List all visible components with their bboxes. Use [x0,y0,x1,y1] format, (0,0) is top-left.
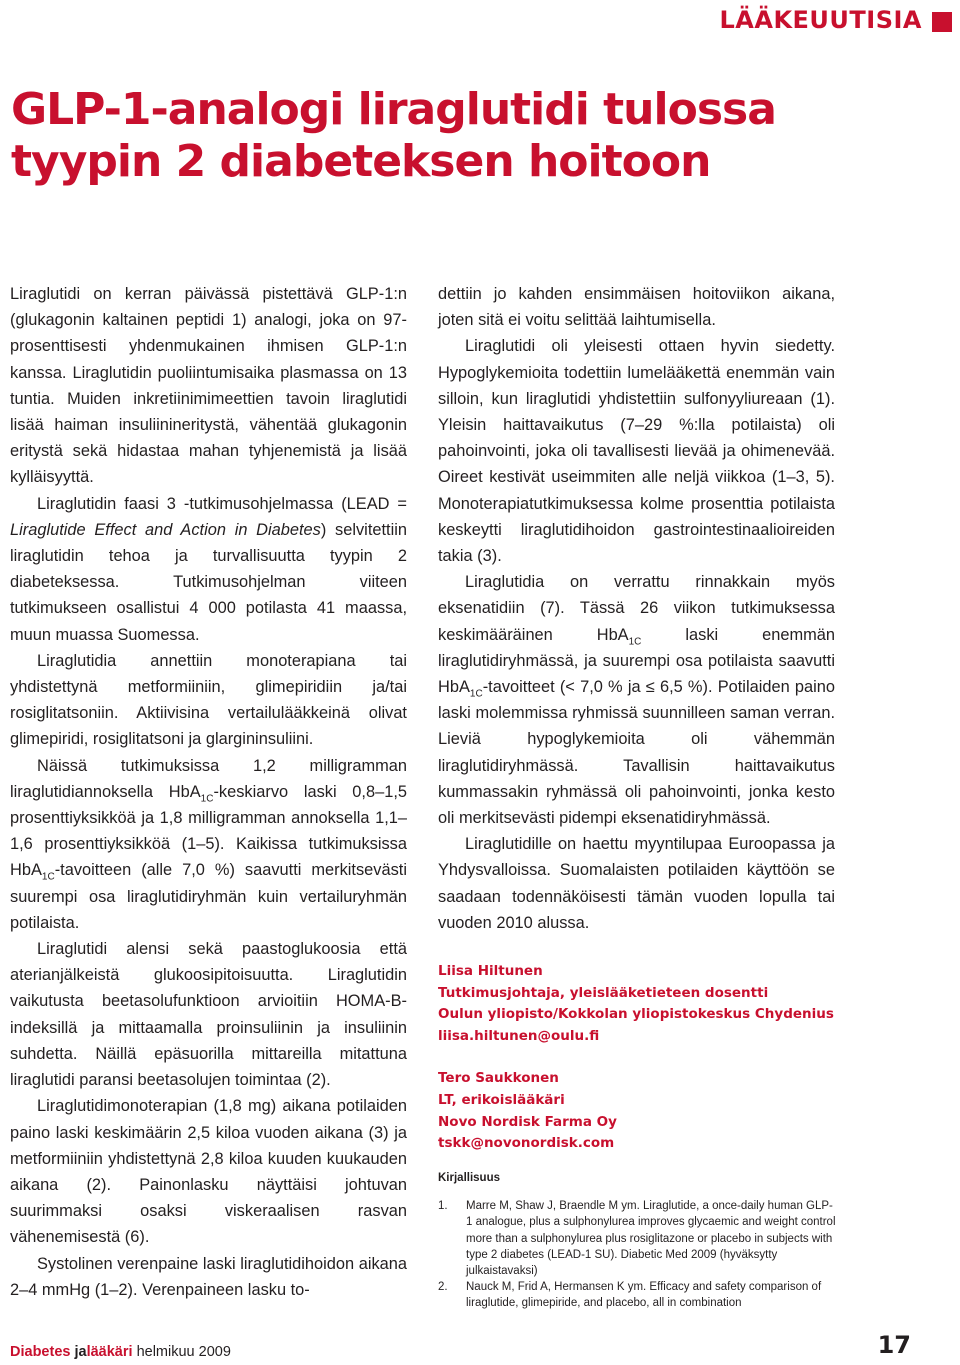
paragraph: Systolinen verenpaine laski liraglutidihoidon aikana 2–4 mmHg (1–2). Verenpaineen lasku to- [10,1254,407,1299]
author-title: LT, erikoislääkäri [438,1091,565,1108]
body-column-left [10,281,407,1303]
magazine-name-part: Diabetes [10,1344,71,1360]
paragraph: Liraglutidin faasi 3 -tutkimusohjelmassa (LEAD = Liraglutide Effect and Action in Diabetes) selvitettiin liraglutidin tehoa ja turvallisuutta tyypin 2 diabeteksessa. Tutkimusohjelman viiteen tutkimukseen osallistui 4 000 potilasta 41 maassa, muun muassa Suomessa. [10,494,407,644]
paragraph: Näissä tutkimuksissa 1,2 milligramman liraglutidiannoksella HbA$_{1C}$-keskiarvo laski 0,8–1,5 prosenttiyksikköä ja 1,8 milligramman annoksella 1,1–1,6 prosenttiyksikköä (1–5). Kaikissa tutkimuksissa HbA$_{1C}$-tavoitteen (alle 7,0 %) saavutti merkitsevästi suurempi osa liraglutidiryhmän kuin vertailuryhmän potilaista. [10,756,407,932]
references-heading: Kirjallisuus [438,1172,500,1184]
references [438,1170,838,1312]
reference-text: Nauck M, Frid A, Hermansen K ym. Efficacy and safety comparison of liraglutide, glimepiride, and placebo, all in combination [466,1281,822,1310]
article-title [11,84,911,188]
author-title: Tutkimusjohtaja, yleislääketieteen dosentti [438,984,769,1001]
magazine-name-part: lääkäri [86,1344,133,1360]
title-line-1: GLP-1-analogi liraglutidi tulossa [11,84,776,135]
section-marker-square [932,12,952,32]
reference-text: Marre M, Shaw J, Braendle M ym. Liraglutide, a once-daily human GLP-1 analogue, plus a sulphonylurea improves glycaemic and weight control more than a sulphonylurea plus rosiglitazone or placebo in subjects with type 2 diabetes (LEAD-1 SU). Diabetic Med 2009 (hyväksytty julkaistavaksi) [466,1200,836,1278]
author-block [438,961,858,1047]
reference-item [438,1198,838,1279]
paragraph: dettiin jo kahden ensimmäisen hoitoviikon aikana, joten sitä ei voitu selittää laihtumisella. [438,285,835,330]
paragraph: Liraglutidimonoterapian (1,8 mg) aikana potilaiden paino laski keskimäärin 2,5 kiloa vuoden aikana (3) ja metformiiniin yhdistettynä 2,8 kiloa kuuden kuukauden aikana (2). Painonlasku näyttäisi johtuvan suurimmaksi osaksi viskeraalisen rasvan vähenemisestä (6). [10,1097,407,1247]
title-line-2: tyypin 2 diabeteksen hoitoon [11,136,711,187]
body-column-right [438,281,835,936]
paragraph: Liraglutidi oli yleisesti ottaen hyvin siedetty. Hypoglykemioita todettiin lumelääkettä enemmän vain silloin, kun liraglutidi yhdistettiin sulfonyyliureaan (1). Yleisin haittavaikutus (7–29 %:lla potilaista) oli pahoinvointi, joka oli tavallisesti lievää ja ohimenevää. Oireet kestivät useimmiten alle neljä viikkoa (1–3, 5). Monoterapiatutkimuksessa kolme prosenttia potilaista keskeytti liraglutidihoidon gastrointestinaalioireiden takia (3). [438,337,835,566]
author-email-link[interactable]: liisa.hiltunen@oulu.fi [438,1027,600,1044]
footer-magazine [10,1344,231,1360]
author-affiliation: Novo Nordisk Farma Oy [438,1113,617,1130]
study-name-italic: Liraglutide Effect and Action in Diabetes [10,520,321,539]
paragraph: Liraglutidia on verrattu rinnakkain myös eksenatidiin (7). Tässä 26 viikon tutkimuksessa keskimääräinen HbA$_{1C}$ laski enemmän liraglutidiryhmässä, ja suurempi osa potilaista saavutti HbA$_{1C}$-tavoitteet (< 7,0 % ja ≤ 6,5 %). Potilaiden paino laski molemmissa ryhmissä suunnilleen saman verran. Lieviä hypoglykemioita oli vähemmän liraglutidiryhmässä. Tavallisin haittavaikutus kummassakin ryhmässä oli pahoinvointi, jonka kesto oli merkitsevästi pidempi eksenatidiryhmässä. [438,573,835,828]
author-email-link[interactable]: tskk@novonordisk.com [438,1135,615,1152]
paragraph: Liraglutidille on haettu myyntilupaa Euroopassa ja Yhdysvalloissa. Suomalaisten potilaiden käyttöön se saadaan todennäköisesti tämän vuoden lopulla tai vuoden 2010 alussa. [438,835,835,932]
author-block [438,1068,858,1154]
reference-number: 1. [438,1200,448,1213]
paragraph: Liraglutidia annettiin monoterapiana tai yhdistettynä metformiiniin, glimepiridiin ja/tai rosiglitatsoniin. Aktiivisina vertailulääkkeinä olivat glimepiridi, rosiglitatsoni ja glargininsuliini. [10,651,407,749]
paragraph: Liraglutidi alensi sekä paastoglukoosia että aterianjälkeistä glukoosipitoisuutta. Liraglutidin vaikutusta beetasolufunktioon arvioitiin HOMA-B-indeksillä ja mittaamalla proinsuliinin ja insuliinin suhdetta. Näillä epäsuorilla mittareilla mitattuna liraglutidi paransi beetasolujen toimintaa (2). [10,940,407,1090]
author-affiliation: Oulun yliopisto/Kokkolan yliopistokeskus Chydenius [438,1006,834,1023]
section-label: LÄÄKEUUTISIA [719,6,922,34]
author-name: Tero Saukkonen [438,1070,559,1087]
paragraph: Liraglutidi on kerran päivässä pistettävä GLP-1:n (glukagonin kaltainen peptidi 1) analogi, joka on 97-prosenttisesti yhdenmukainen ihmisen GLP-1:n kanssa. Liraglutidin puoliintumisaika plasmassa on 13 tuntia. Muiden inkretiinimimeettien tavoin liraglutidi lisää haiman insuliinineritystä, vähentää glukagonin eritystä sekä hidastaa mahan tyhjenemistä ja lisää kylläisyyttä. [10,285,407,487]
reference-item [438,1279,838,1311]
issue-date: helmikuu 2009 [136,1344,231,1360]
magazine-name-part: ja [74,1344,87,1360]
author-name: Liisa Hiltunen [438,963,543,979]
reference-number: 2. [438,1281,448,1294]
author-info [438,961,858,1176]
page-number: 17 [877,1331,911,1359]
